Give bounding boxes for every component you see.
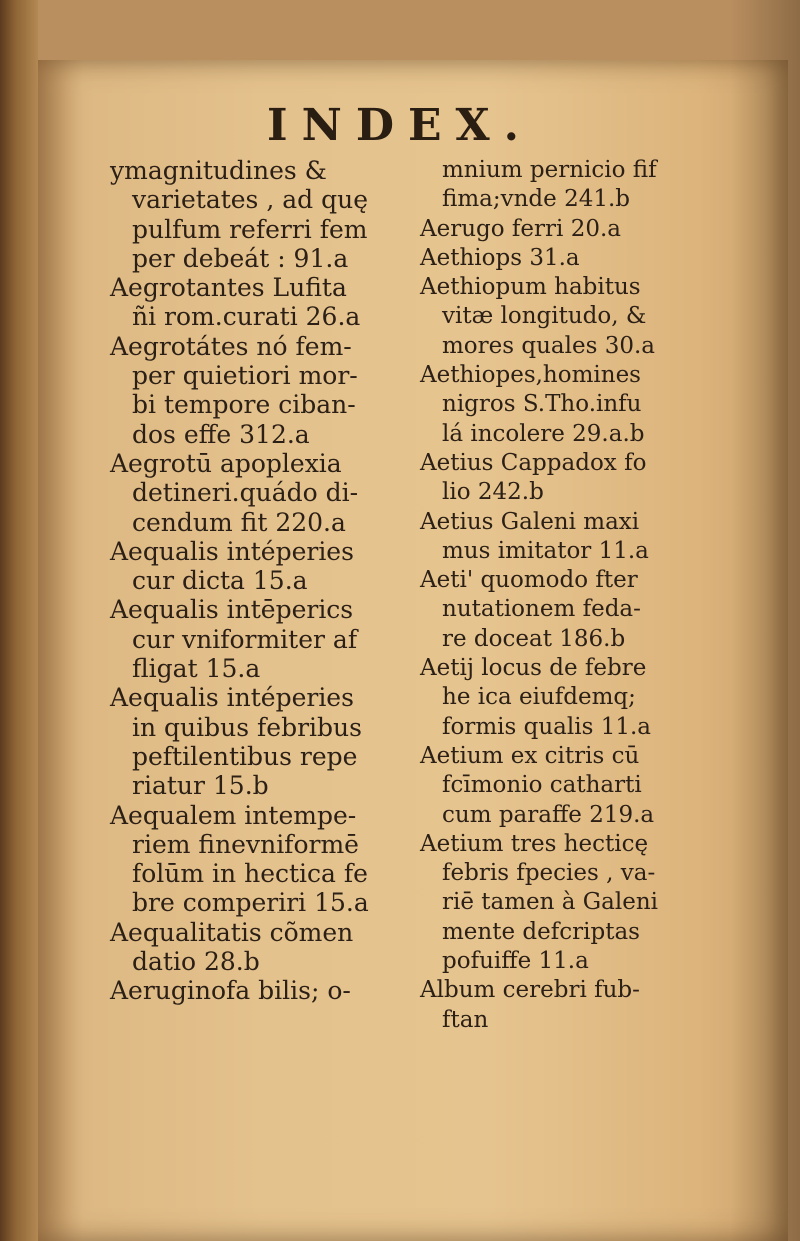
index-entry-line: cum paraffe 219.a xyxy=(442,801,655,828)
index-entry-line: Aethiops 31.a xyxy=(420,244,580,271)
index-entry-line: cur dicta 15.a xyxy=(132,566,308,596)
index-entry-line: datio 28.b xyxy=(132,947,260,977)
index-entry-line: detineri.quádo di- xyxy=(132,478,359,508)
index-entry-line: mores quales 30.a xyxy=(442,332,655,359)
index-entry-line: ñi rom.curati 26.a xyxy=(132,302,361,332)
index-entry-line: Aetium ex citris cū xyxy=(420,742,640,769)
index-entry-line: Aeti' quomodo fter xyxy=(420,567,638,594)
index-entry-line: lá incolere 29.a.b xyxy=(442,420,645,447)
index-entry-line: peftilentibus repe xyxy=(132,741,358,771)
index-entry-line: vitæ longitudo, & xyxy=(442,303,647,330)
index-entry-line: bre comperiri 15.a xyxy=(132,888,369,918)
index-entry-line: mus imitator 11.a xyxy=(442,537,649,564)
index-entry-line: formis qualis 11.a xyxy=(442,713,651,740)
index-entry-line: pofuiffe 11.a xyxy=(442,948,589,975)
index-entry-line: Aetij locus de febre xyxy=(420,655,647,682)
index-entry-line: Aerugo ferri 20.a xyxy=(420,215,621,242)
index-entry-line: Aequalis intéperies xyxy=(110,683,354,713)
index-entry-line: mnium pernicio fif xyxy=(442,157,657,183)
index-entry-line: cur vniformiter af xyxy=(132,624,358,654)
book-gutter xyxy=(0,0,38,1241)
right-column xyxy=(420,156,660,1035)
index-entry-line: Aethiopes,homines xyxy=(420,362,641,389)
index-entry-line: in quibus febribus xyxy=(132,712,362,742)
index-entry-line: Album cerebri fub- xyxy=(420,977,640,1004)
index-entry-line: re doceat 186.b xyxy=(442,625,626,652)
index-entry-line: cendum fit 220.a xyxy=(132,507,346,537)
index-entry-line: per debeát : 91.a xyxy=(132,243,349,273)
index-header: INDEX. xyxy=(267,100,533,151)
index-entry-line: riē tamen à Galeni xyxy=(442,889,659,916)
index-entry-line: Aetium tres hecticę xyxy=(420,830,649,857)
index-entry-line: bi tempore ciban- xyxy=(132,390,356,420)
index-entry-line: fima;vnde 241.b xyxy=(442,186,630,213)
index-entry-line: ymagnitudines & xyxy=(110,156,327,185)
index-entry-line: nutationem feda- xyxy=(442,596,641,623)
index-entry-line: pulfum referri fem xyxy=(132,214,368,244)
index-entry-line: fligat 15.a xyxy=(132,654,261,684)
index-entry-line: Aequalis intéperies xyxy=(110,536,354,566)
index-entry-line: Aethiopum habitus xyxy=(420,274,641,301)
index-entry-line: febris fpecies , va- xyxy=(442,860,656,887)
index-entry-line: Aetius Galeni maxi xyxy=(420,508,640,535)
index-entry-line: per quietiori mor- xyxy=(132,361,358,391)
index-entry-line: varietates , ad quę xyxy=(132,185,368,215)
index-entry-line: fcīmonio catharti xyxy=(442,772,642,799)
index-entry-line: riatur 15.b xyxy=(132,771,269,801)
index-entry-line: he ica eiufdemq; xyxy=(442,684,636,711)
index-entry-line: Aequalem intempe- xyxy=(110,800,357,830)
index-entry-line: nigros S.Tho.infu xyxy=(442,391,642,418)
left-column xyxy=(110,156,430,1006)
index-entry-line: riem finevniformē xyxy=(132,829,359,859)
page-shadow xyxy=(730,0,800,1241)
index-entry-line: Aegrotátes nó fem- xyxy=(110,331,352,361)
index-entry-line: Aegrotantes Lufita xyxy=(110,273,347,303)
index-entry-line: folūm in hectica fe xyxy=(132,859,368,889)
index-entry-line: lio 242.b xyxy=(442,479,544,506)
index-entry-line: Aegrotū apoplexia xyxy=(110,448,342,478)
index-entry-line: Aequalitatis cõmen xyxy=(110,917,354,947)
index-entry-line: dos effe 312.a xyxy=(132,419,310,449)
index-entry-line: Aequalis intēperics xyxy=(110,595,354,625)
index-entry-line: mente defcriptas xyxy=(442,918,640,945)
index-entry-line: ftan xyxy=(442,1006,489,1033)
index-entry-line: Aeruginofa bilis; o- xyxy=(110,976,351,1006)
index-entry-line: Aetius Cappadox fo xyxy=(420,449,647,476)
